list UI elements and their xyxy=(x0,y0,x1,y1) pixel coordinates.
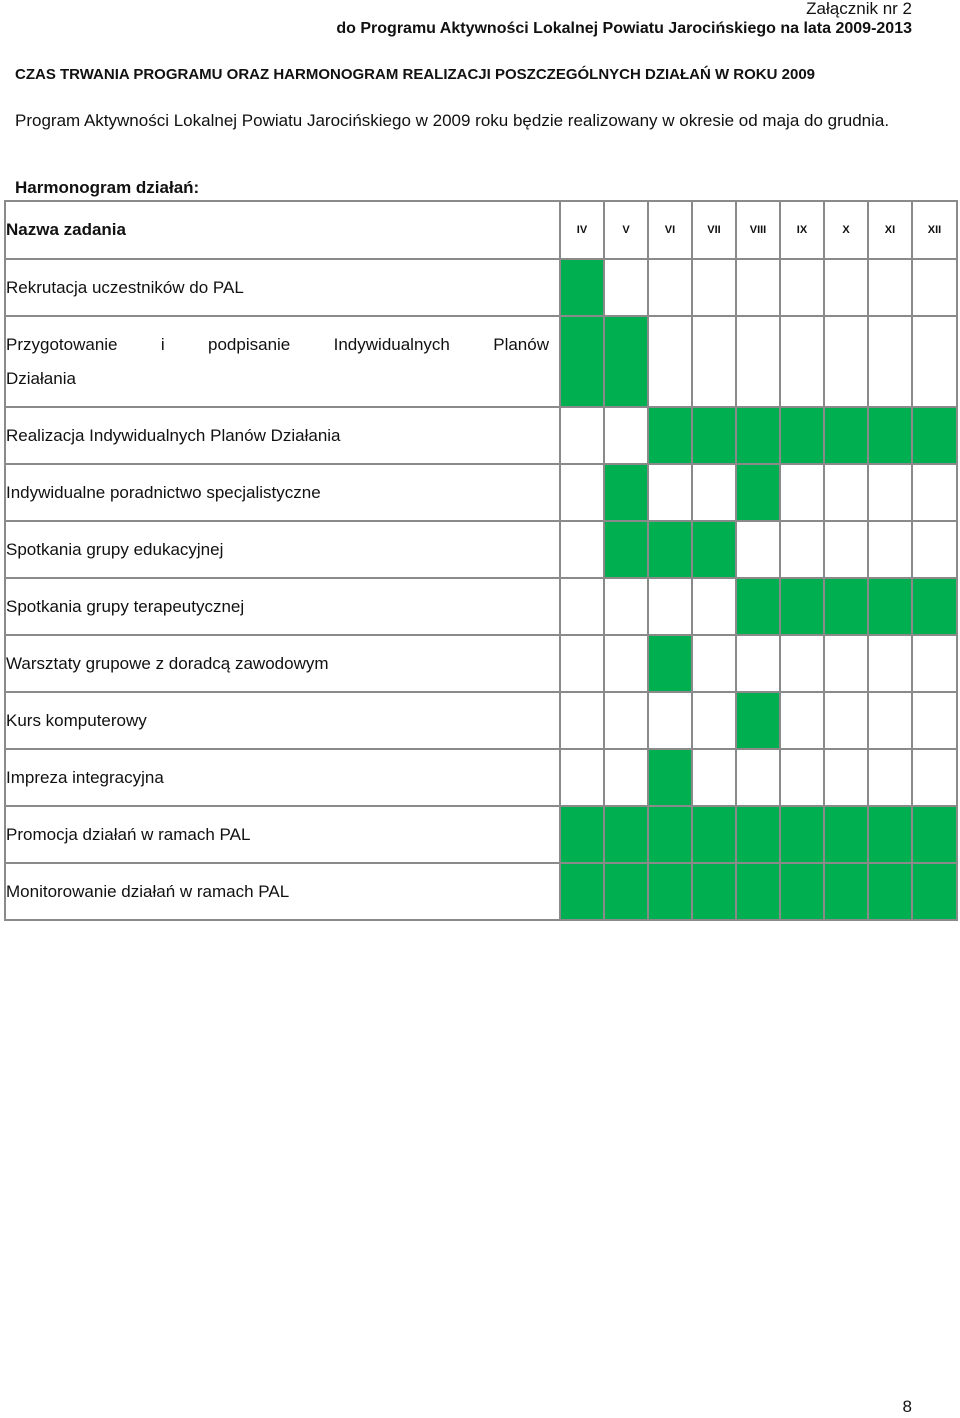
table-row xyxy=(5,464,957,521)
task-name: Indywidualne poradnictwo specjalistyczne xyxy=(5,464,560,521)
schedule-cell-active xyxy=(868,863,912,920)
schedule-cell-empty xyxy=(868,521,912,578)
task-name: Monitorowanie działań w ramach PAL xyxy=(5,863,560,920)
schedule-cell-active xyxy=(824,806,868,863)
schedule-cell-empty xyxy=(736,635,780,692)
month-header-iv: IV xyxy=(560,201,604,259)
schedule-cell-empty xyxy=(560,749,604,806)
schedule-cell-empty xyxy=(912,749,957,806)
schedule-cell-empty xyxy=(692,464,736,521)
schedule-cell-active xyxy=(736,578,780,635)
month-header-xi: XI xyxy=(868,201,912,259)
schedule-cell-empty xyxy=(824,521,868,578)
schedule-cell-active xyxy=(648,407,692,464)
task-name-line: Działania xyxy=(6,368,76,388)
schedule-cell-empty xyxy=(648,692,692,749)
schedule-cell-active xyxy=(604,806,648,863)
schedule-cell-empty xyxy=(780,259,824,316)
schedule-cell-active xyxy=(736,407,780,464)
task-name: Warsztaty grupowe z doradcą zawodowym xyxy=(5,635,560,692)
schedule-cell-active xyxy=(604,464,648,521)
schedule-cell-empty xyxy=(780,464,824,521)
table-row xyxy=(5,316,957,407)
schedule-cell-active xyxy=(780,806,824,863)
schedule-cell-active xyxy=(868,806,912,863)
schedule-cell-empty xyxy=(648,464,692,521)
task-column-header: Nazwa zadania xyxy=(5,201,560,259)
schedule-cell-active xyxy=(648,521,692,578)
schedule-cell-empty xyxy=(736,749,780,806)
task-name: Impreza integracyjna xyxy=(5,749,560,806)
schedule-cell-empty xyxy=(692,692,736,749)
schedule-cell-active xyxy=(604,521,648,578)
schedule-cell-active xyxy=(868,407,912,464)
schedule-cell-active xyxy=(560,863,604,920)
schedule-cell-active xyxy=(560,316,604,407)
schedule-cell-active xyxy=(736,863,780,920)
schedule-cell-active xyxy=(692,806,736,863)
schedule-cell-empty xyxy=(868,316,912,407)
table-row xyxy=(5,806,957,863)
schedule-cell-empty xyxy=(692,259,736,316)
schedule-cell-active xyxy=(560,259,604,316)
schedule-cell-active xyxy=(912,407,957,464)
schedule-table xyxy=(4,200,958,921)
schedule-cell-active xyxy=(868,578,912,635)
task-name: Spotkania grupy terapeutycznej xyxy=(5,578,560,635)
schedule-cell-empty xyxy=(560,635,604,692)
table-header-row xyxy=(5,201,957,259)
schedule-cell-empty xyxy=(604,635,648,692)
table-row xyxy=(5,635,957,692)
table-row xyxy=(5,749,957,806)
schedule-cell-empty xyxy=(780,521,824,578)
month-header-vii: VII xyxy=(692,201,736,259)
schedule-cell-empty xyxy=(692,749,736,806)
schedule-cell-active xyxy=(648,863,692,920)
task-name-line: Przygotowanie i podpisanie Indywidualnych Planów xyxy=(6,334,549,354)
schedule-cell-active xyxy=(692,863,736,920)
schedule-cell-active xyxy=(648,806,692,863)
schedule-cell-active xyxy=(780,407,824,464)
page-number: 8 xyxy=(902,1397,912,1416)
schedule-cell-empty xyxy=(560,407,604,464)
schedule-cell-empty xyxy=(912,521,957,578)
table-row xyxy=(5,521,957,578)
schedule-cell-empty xyxy=(824,635,868,692)
schedule-cell-empty xyxy=(868,635,912,692)
table-row xyxy=(5,259,957,316)
task-name: Promocja działań w ramach PAL xyxy=(5,806,560,863)
schedule-cell-active xyxy=(604,863,648,920)
month-header-x: X xyxy=(824,201,868,259)
schedule-cell-active xyxy=(648,749,692,806)
schedule-cell-active xyxy=(736,464,780,521)
schedule-cell-empty xyxy=(692,635,736,692)
schedule-cell-empty xyxy=(560,578,604,635)
schedule-cell-empty xyxy=(648,259,692,316)
schedule-cell-active xyxy=(648,635,692,692)
schedule-cell-empty xyxy=(736,259,780,316)
task-name: Rekrutacja uczestników do PAL xyxy=(5,259,560,316)
schedule-cell-active xyxy=(736,692,780,749)
schedule-cell-active xyxy=(824,578,868,635)
month-header-ix: IX xyxy=(780,201,824,259)
schedule-cell-empty xyxy=(780,316,824,407)
schedule-cell-empty xyxy=(780,749,824,806)
schedule-cell-empty xyxy=(868,464,912,521)
schedule-cell-empty xyxy=(912,635,957,692)
schedule-cell-active xyxy=(912,578,957,635)
schedule-cell-empty xyxy=(824,749,868,806)
schedule-cell-active xyxy=(824,863,868,920)
schedule-cell-empty xyxy=(912,692,957,749)
schedule-cell-empty xyxy=(604,692,648,749)
table-row xyxy=(5,692,957,749)
program-title: do Programu Aktywności Lokalnej Powiatu Jarocińskiego na lata 2009-2013 xyxy=(336,20,912,37)
schedule-cell-active xyxy=(824,407,868,464)
table-row xyxy=(5,407,957,464)
schedule-cell-empty xyxy=(780,635,824,692)
schedule-cell-empty xyxy=(560,692,604,749)
schedule-cell-empty xyxy=(912,259,957,316)
schedule-cell-empty xyxy=(824,464,868,521)
section-title: CZAS TRWANIA PROGRAMU ORAZ HARMONOGRAM REALIZACJI POSZCZEGÓLNYCH DZIAŁAŃ W ROKU 2009 xyxy=(15,66,816,83)
schedule-cell-empty xyxy=(692,578,736,635)
schedule-cell-active xyxy=(780,863,824,920)
schedule-cell-active xyxy=(912,806,957,863)
schedule-cell-active xyxy=(692,521,736,578)
schedule-cell-empty xyxy=(648,316,692,407)
schedule-cell-empty xyxy=(824,259,868,316)
task-name: Spotkania grupy edukacyjnej xyxy=(5,521,560,578)
month-header-xii: XII xyxy=(912,201,957,259)
schedule-cell-active xyxy=(736,806,780,863)
schedule-cell-empty xyxy=(560,464,604,521)
intro-paragraph: Program Aktywności Lokalnej Powiatu Jarocińskiego w 2009 roku będzie realizowany w okresie od maja do grudnia. xyxy=(15,111,890,130)
task-name: Kurs komputerowy xyxy=(5,692,560,749)
schedule-cell-empty xyxy=(560,521,604,578)
schedule-cell-empty xyxy=(604,578,648,635)
schedule-cell-empty xyxy=(824,316,868,407)
schedule-cell-empty xyxy=(692,316,736,407)
schedule-cell-empty xyxy=(604,407,648,464)
schedule-label: Harmonogram działań: xyxy=(15,178,200,197)
schedule-cell-active xyxy=(560,806,604,863)
month-header-viii: VIII xyxy=(736,201,780,259)
schedule-cell-active xyxy=(692,407,736,464)
schedule-cell-empty xyxy=(780,692,824,749)
schedule-cell-empty xyxy=(824,692,868,749)
schedule-cell-active xyxy=(604,316,648,407)
schedule-cell-active xyxy=(912,863,957,920)
schedule-cell-empty xyxy=(736,521,780,578)
schedule-cell-empty xyxy=(648,578,692,635)
task-name xyxy=(5,316,560,407)
table-row xyxy=(5,578,957,635)
schedule-cell-empty xyxy=(868,692,912,749)
schedule-cell-empty xyxy=(868,259,912,316)
table-row xyxy=(5,863,957,920)
schedule-cell-empty xyxy=(912,464,957,521)
task-name: Realizacja Indywidualnych Planów Działania xyxy=(5,407,560,464)
schedule-cell-empty xyxy=(604,749,648,806)
schedule-cell-empty xyxy=(868,749,912,806)
annex-label: Załącznik nr 2 xyxy=(806,0,912,18)
schedule-cell-empty xyxy=(604,259,648,316)
schedule-cell-active xyxy=(780,578,824,635)
month-header-v: V xyxy=(604,201,648,259)
schedule-cell-empty xyxy=(736,316,780,407)
schedule-cell-empty xyxy=(912,316,957,407)
month-header-vi: VI xyxy=(648,201,692,259)
